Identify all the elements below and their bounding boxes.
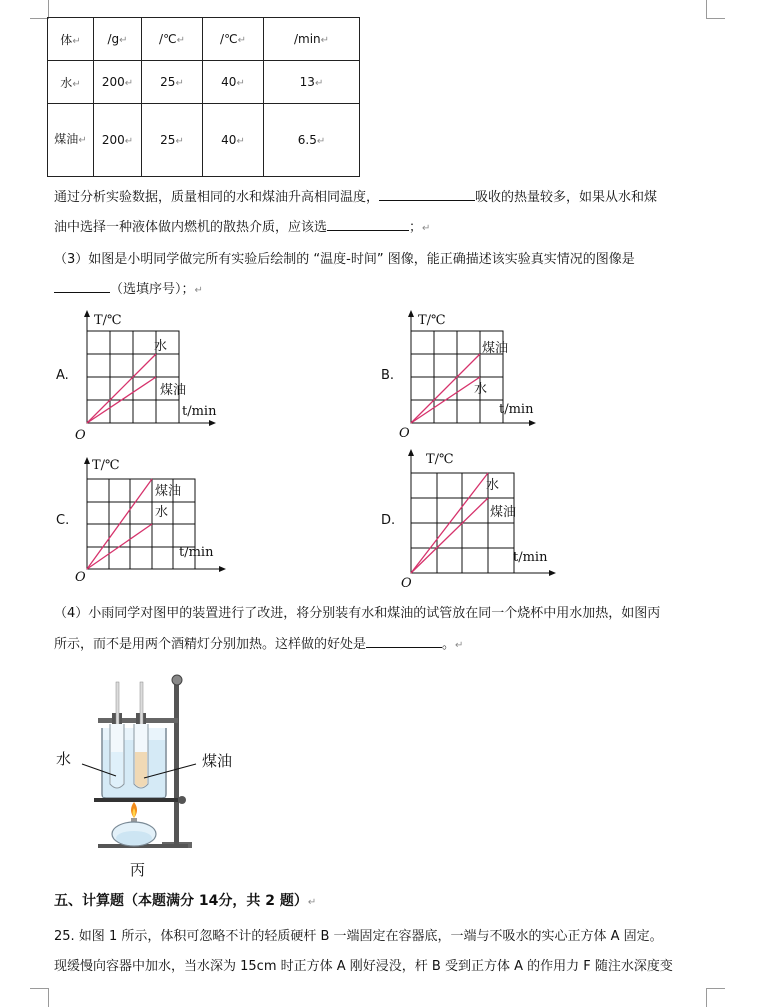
option-d-label: D. bbox=[381, 513, 396, 528]
section-title: 五、计算题（本题满分 14分，共 2 题）↵ bbox=[54, 893, 317, 909]
table-header-row bbox=[48, 18, 360, 61]
origin-label: O bbox=[75, 570, 86, 585]
x-axis-label: t/min bbox=[179, 545, 214, 560]
problem-25-line-1: 25. 如图 1 所示，体积可忽略不计的轻质硬杆 B 一端固定在容器底，一端与不吸水的实心正方体 A 固定。 bbox=[54, 929, 663, 944]
table-cell: 40↵ bbox=[203, 61, 264, 104]
upper-line-label: 水 bbox=[154, 339, 168, 354]
lower-line-label: 煤油 bbox=[490, 505, 517, 520]
x-axis-label: t/min bbox=[182, 404, 217, 419]
x-axis-label: t/min bbox=[499, 402, 534, 417]
experiment-data-table bbox=[47, 17, 360, 177]
option-a-label: A. bbox=[56, 368, 69, 383]
option-b-label: B. bbox=[381, 368, 395, 383]
lower-line-label: 煤油 bbox=[160, 383, 187, 398]
origin-label: O bbox=[401, 576, 412, 591]
origin-label: O bbox=[75, 428, 86, 443]
upper-line-label: 煤油 bbox=[482, 341, 509, 356]
question-3-line-2: （选填序号）；↵ bbox=[54, 278, 203, 297]
answer-blank bbox=[54, 280, 110, 293]
upper-line-label: 煤油 bbox=[155, 484, 182, 499]
crop-mark-bottom-left bbox=[30, 988, 49, 1007]
wire-gauze bbox=[94, 798, 178, 802]
answer-blank bbox=[379, 188, 475, 201]
table-cell: /℃↵ bbox=[142, 18, 203, 61]
question-3-line-1: （3）如图是小明同学做完所有实验后绘制的 “温度-时间” 图像，能正确描述该实验真实情况的图像是 bbox=[54, 252, 635, 267]
graph-d bbox=[396, 446, 566, 594]
y-axis-label: T/℃ bbox=[418, 313, 446, 328]
analysis-line-2: 油中选择一种液体做内燃机的散热介质，应该选 ；↵ bbox=[54, 220, 431, 235]
table-cell: 25↵ bbox=[142, 61, 203, 104]
upper-line-label: 水 bbox=[486, 478, 500, 493]
table-cell: 6.5↵ bbox=[264, 104, 360, 177]
table-cell: 25↵ bbox=[142, 104, 203, 177]
option-c-label: C. bbox=[56, 513, 70, 528]
figure-caption: 丙 bbox=[130, 861, 146, 879]
lower-line-label: 水 bbox=[155, 505, 169, 520]
kerosene-label: 煤油 bbox=[202, 752, 233, 770]
table-cell: 200↵ bbox=[94, 104, 142, 177]
graph-c bbox=[72, 454, 232, 589]
table-cell: /g↵ bbox=[94, 18, 142, 61]
water-label: 水 bbox=[56, 750, 72, 768]
table-cell: /min↵ bbox=[264, 18, 360, 61]
origin-label: O bbox=[399, 426, 410, 441]
crop-mark-bottom-right bbox=[706, 988, 725, 1007]
y-axis-label: T/℃ bbox=[94, 313, 122, 328]
table-cell: 体↵ bbox=[48, 18, 94, 61]
table-cell: 200↵ bbox=[94, 61, 142, 104]
question-4-line-1: （4）小雨同学对图甲的装置进行了改进，将分别装有水和煤油的试管放在同一个烧杯中用水加热，如图丙 bbox=[54, 606, 661, 621]
analysis-line-1: 通过分析实验数据，质量相同的水和煤油升高相同温度， 吸收的热量较多，如果从水和煤 bbox=[54, 190, 658, 205]
lower-line-label: 水 bbox=[474, 382, 488, 397]
stand-rod bbox=[174, 676, 179, 844]
apparatus-figure bbox=[54, 668, 254, 880]
problem-25-line-2: 现缓慢向容器中加水，当水深为 15cm 时正方体 A 刚好浸没，杆 B 受到正方体 A 的作用力 F 随注水深度变 bbox=[54, 959, 673, 974]
graph-a bbox=[72, 308, 232, 443]
x-axis-label: t/min bbox=[513, 550, 548, 565]
question-4-line-2: 所示，而不是用两个酒精灯分别加热。这样做的好处是 。↵ bbox=[54, 637, 464, 652]
table-cell: /℃↵ bbox=[203, 18, 264, 61]
answer-blank bbox=[366, 635, 442, 648]
crop-mark-top-right bbox=[706, 0, 725, 19]
table-cell: 40↵ bbox=[203, 104, 264, 177]
table-row bbox=[48, 61, 360, 104]
table-cell: 煤油↵ bbox=[48, 104, 94, 177]
table-cell: 水↵ bbox=[48, 61, 94, 104]
table-cell: 13↵ bbox=[264, 61, 360, 104]
y-axis-label: T/℃ bbox=[92, 458, 120, 473]
graph-b bbox=[396, 308, 556, 443]
y-axis-label: T/℃ bbox=[426, 452, 454, 467]
answer-blank bbox=[327, 218, 409, 231]
table-row bbox=[48, 104, 360, 177]
